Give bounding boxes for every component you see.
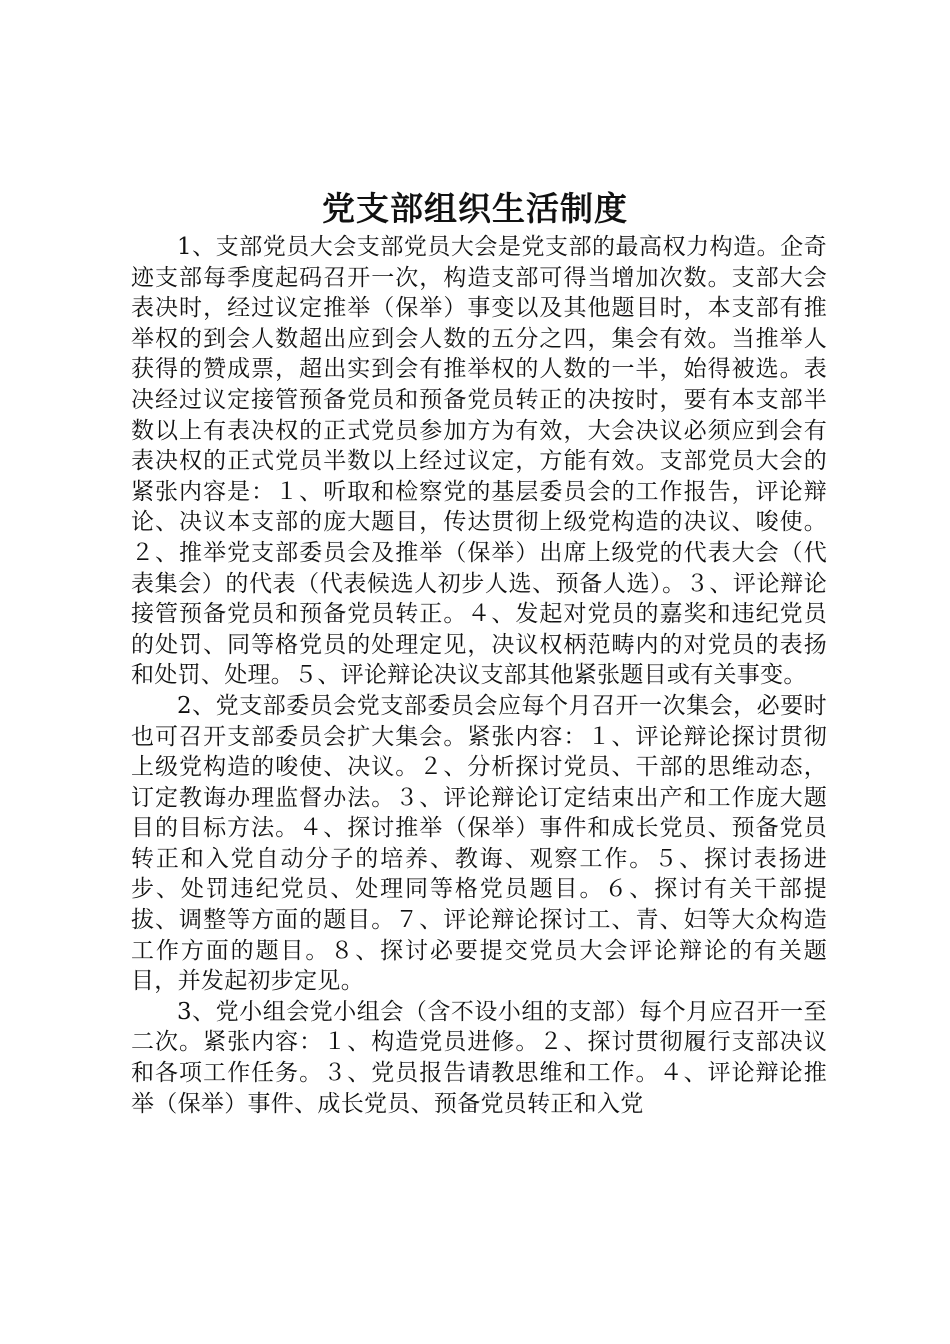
- paragraph-party-group-meeting: 3、党小组会党小组会（含不设小组的支部）每个月应召开一至二次。紧张内容：１、构造党员进修。２、探讨贯彻履行支部决议和各项工作任务。３、党员报告请教思维和工作。４、评论辩论推举（保举）事件、成长党员、预备党员转正和入党: [131, 998, 827, 1117]
- paragraph-party-member-meeting: 1、支部党员大会支部党员大会是党支部的最高权力构造。企奇迹支部每季度起码召开一次，构造支部可得当增加次数。支部大会表决时，经过议定推举（保举）事变以及其他题目时，本支部有推举权的到会人数超出应到会人数的五分之四，集会有效。当推举人获得的赞成票，超出实到会有推举权的人数的一半，始得被选。表决经过议定接管预备党员和预备党员转正的决按时，要有本支部半数以上有表决权的正式党员参加方为有效，大会决议必须应到会有表决权的正式党员半数以上经过议定，方能有效。支部党员大会的紧张内容是：１、听取和检察党的基层委员会的工作报告，评论辩论、决议本支部的庞大题目，传达贯彻上级党构造的决议、唆使。２、推举党支部委员会及推举（保举）出席上级党的代表大会（代表集会）的代表（代表候选人初步人选、预备人选）。３、评论辩论接管预备党员和预备党员转正。４、发起对党员的嘉奖和违纪党员的处罚、同等格党员的处理定见，决议权柄范畴内的对党员的表扬和处罚、处理。５、评论辩论决议支部其他紧张题目或有关事变。: [131, 234, 827, 689]
- paragraph-branch-committee: 2、党支部委员会党支部委员会应每个月召开一次集会，必要时也可召开支部委员会扩大集会。紧张内容：１、评论辩论探讨贯彻上级党构造的唆使、决议。２、分析探讨党员、干部的思维动态，订定教诲办理监督办法。３、评论辩论订定结束出产和工作庞大题目的目标方法。４、探讨推举（保举）事件和成长党员、预备党员转正和入党自动分子的培养、教诲、观察工作。５、探讨表扬进步、处罚违纪党员、处理同等格党员题目。６、探讨有关干部提拔、调整等方面的题目。７、评论辩论探讨工、青、妇等大众构造工作方面的题目。８、探讨必要提交党员大会评论辩论的有关题目，并发起初步定见。: [131, 692, 827, 995]
- document-title: 党支部组织生活制度: [322, 189, 628, 228]
- document-body: [131, 232, 827, 1119]
